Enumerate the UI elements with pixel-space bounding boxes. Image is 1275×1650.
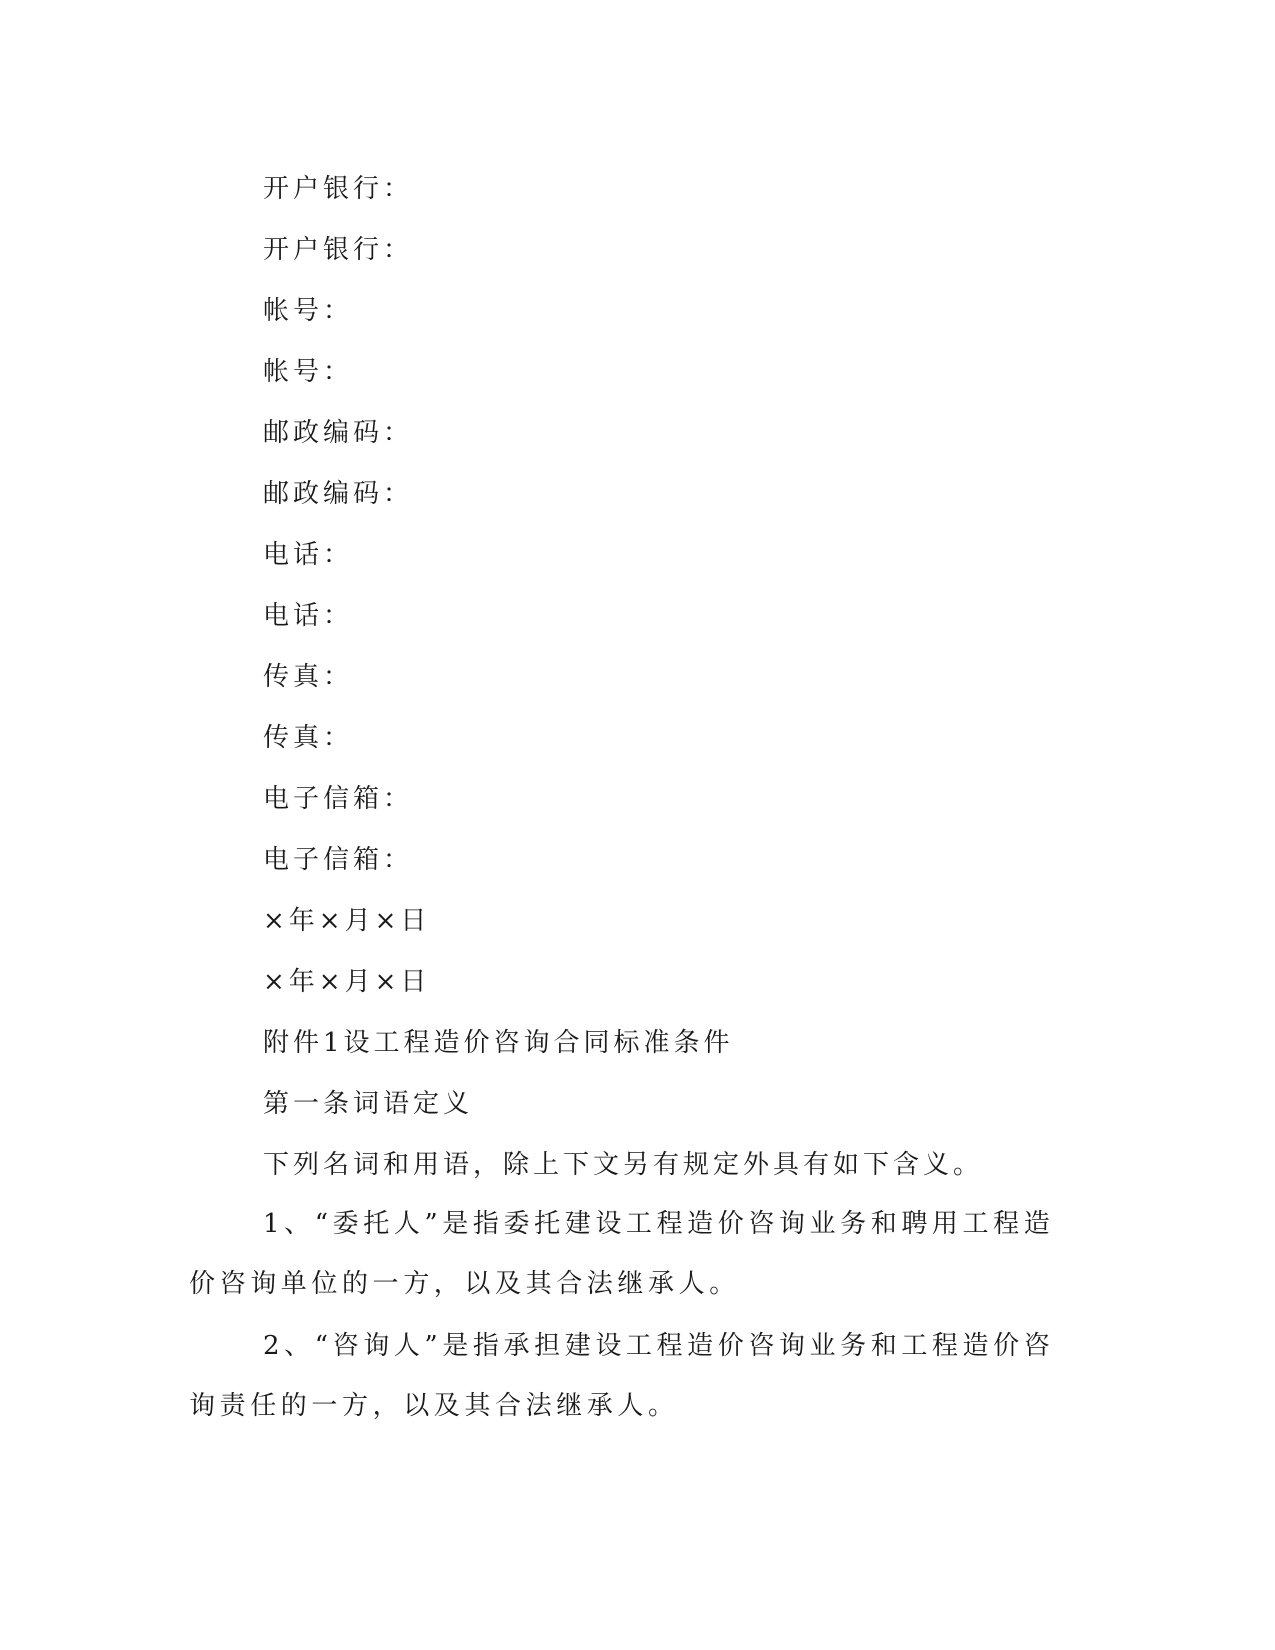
fax-label-2: 传真： <box>263 723 354 753</box>
account-label-2: 帐号： <box>263 357 354 387</box>
email-label-2: 电子信箱： <box>263 845 414 875</box>
appendix-title: 附件1设工程造价咨询合同标准条件 <box>263 1028 734 1058</box>
fax-label-1: 传真： <box>263 662 354 692</box>
date-line-2: ×年×月×日 <box>263 967 431 997</box>
postcode-label-2: 邮政编码： <box>263 479 414 509</box>
definition-consultant: 2、“咨询人”是指承担建设工程造价咨询业务和工程造价咨询责任的一方，以及其合法继承人。 <box>189 1331 1055 1421</box>
bank-label-2: 开户银行： <box>263 235 414 265</box>
definition-client: 1、“委托人”是指委托建设工程造价咨询业务和聘用工程造价咨询单位的一方，以及其合法继承人。 <box>189 1209 1055 1299</box>
email-label-1: 电子信箱： <box>263 784 414 814</box>
phone-label-2: 电话： <box>263 601 354 631</box>
account-label-1: 帐号： <box>263 296 354 326</box>
bank-label-1: 开户银行： <box>263 174 414 204</box>
date-line-1: ×年×月×日 <box>263 906 431 936</box>
postcode-label-1: 邮政编码： <box>263 418 414 448</box>
article-heading: 第一条词语定义 <box>263 1089 474 1119</box>
definitions-intro: 下列名词和用语，除上下文另有规定外具有如下含义。 <box>263 1150 984 1180</box>
phone-label-1: 电话： <box>263 540 354 570</box>
